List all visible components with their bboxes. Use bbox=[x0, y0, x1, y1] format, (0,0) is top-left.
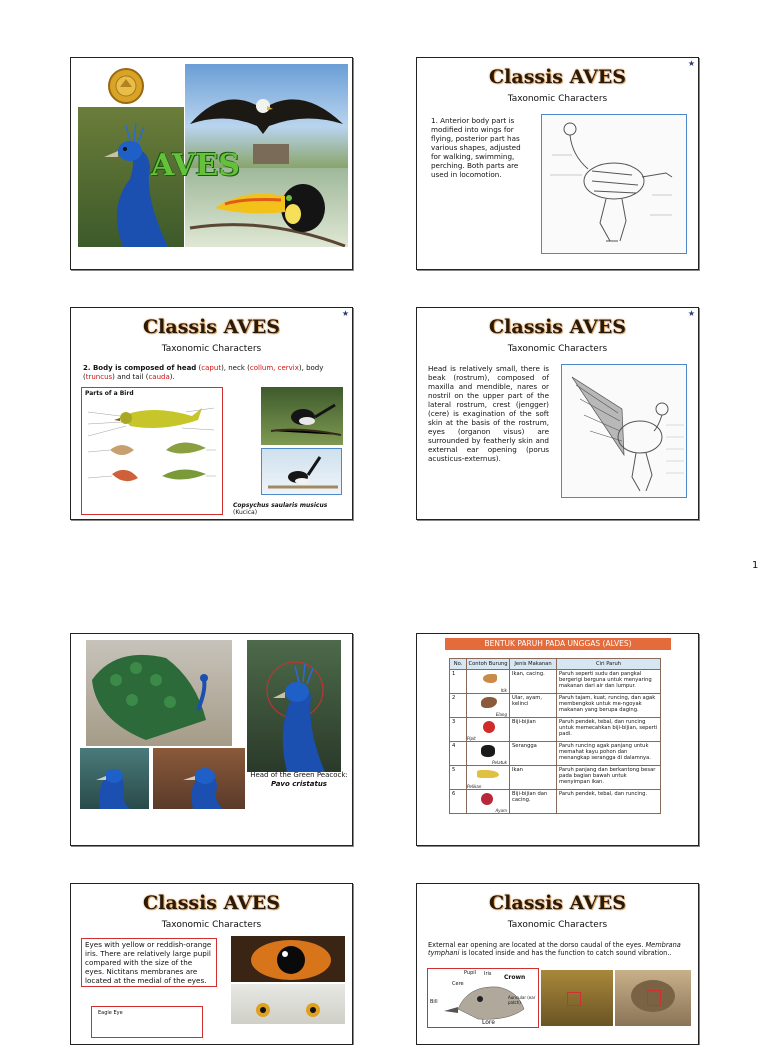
bird-caption: Copsychus saularis musicus (Kucica) bbox=[233, 502, 328, 516]
label-iris: Iris bbox=[484, 971, 492, 977]
slide-2 bbox=[416, 57, 699, 270]
wing-skeleton-icon bbox=[562, 365, 686, 497]
star-icon: ★ bbox=[687, 309, 695, 318]
eagle-eyes-photo bbox=[231, 984, 345, 1024]
head-parts-diagram bbox=[427, 968, 539, 1028]
ear-opening-photo-1 bbox=[541, 970, 613, 1026]
peacock-profile-photo-2 bbox=[153, 748, 245, 809]
duck-beak-icon bbox=[483, 674, 497, 683]
head-description: Head is relatively small, there is beak (rostrum), composed of maxilla and mendible, nares or nostril on the upper part of the lateral rostrum, crest (jengger) (cere) is exagination of the soft skin at the basis of the rostrum, eyes (organon visus) are surrounded by featherly skin and external ear opening (porus acusticus-externus). bbox=[428, 364, 549, 463]
ear-description: External ear opening are located at the dorso caudal of the eyes. Membrana tymphani is located inside and has the function to catch sound vibration.. bbox=[428, 941, 681, 958]
magpie-robin-photo-2 bbox=[261, 448, 342, 495]
label-bill: Bill bbox=[430, 999, 438, 1005]
pelican-beak-icon bbox=[477, 770, 499, 778]
chart-title: Parts of a Bird bbox=[85, 390, 134, 397]
column-header: No. bbox=[450, 659, 467, 670]
page-number: 1 bbox=[752, 560, 759, 571]
peacock-caption: Head of the Green Peacock: Pavo cristatus bbox=[250, 771, 348, 788]
slide-1 bbox=[70, 57, 353, 270]
bird-anatomy-diagram bbox=[561, 364, 687, 498]
slide-subtitle: Taxonomic Characters bbox=[161, 920, 262, 930]
seal-logo bbox=[107, 67, 145, 105]
table-row: 5 Pelikan Ikan Paruh panjang dan berkantong besar pada bagian bawah untuk menyimpan ikan. bbox=[450, 766, 661, 790]
column-header: Contoh Burung bbox=[467, 659, 510, 670]
ear-opening-photo-2 bbox=[615, 970, 691, 1026]
eye-closeup-photo bbox=[231, 936, 345, 982]
wing-description: 1. Anterior body part is modified into wings for flying, posterior part has various shapes, adjusted for walking, swimming, perching. Both parts are used in locomotion. bbox=[431, 116, 521, 179]
table-row: 2 Elang Ular, ayam, kelinci Paruh tajam, kuat, runcing, dan agak membengkok untuk me-ngoyak makanan yang berupa daging. bbox=[450, 694, 661, 718]
sparrow-beak-icon bbox=[483, 721, 495, 733]
woodpecker-beak-icon bbox=[481, 745, 495, 757]
slide-subtitle: Taxonomic Characters bbox=[507, 344, 608, 354]
slide-5 bbox=[70, 633, 353, 846]
peacock-head-photo bbox=[247, 640, 341, 772]
eye-description: Eyes with yellow or reddish-orange iris. There are relatively large pupil compared with the size of the eyes. Nictitans membranes are located at the medial of the eyes. bbox=[81, 938, 217, 987]
label-cere: Cere bbox=[452, 981, 464, 987]
column-header: Jenis Makanan bbox=[510, 659, 557, 670]
body-parts-line: 2. Body is composed of head (caput), neck (collum, cervix), body (truncus) and tail (cauda). bbox=[83, 364, 324, 381]
column-header: Ciri Paruh bbox=[557, 659, 661, 670]
slide-subtitle: Taxonomic Characters bbox=[507, 94, 608, 104]
eagle-eye-box bbox=[91, 1006, 203, 1038]
label-lore: Lore bbox=[482, 1019, 495, 1026]
peacock-display-photo bbox=[86, 640, 232, 746]
table-row: 6 Ayam Biji-bijian dan cacing. Paruh pendek, tebal, dan runcing. bbox=[450, 790, 661, 814]
beak-table bbox=[449, 658, 661, 814]
star-icon: ★ bbox=[341, 309, 349, 318]
slide-title: Classis AVES bbox=[143, 316, 280, 338]
peacock-profile-photo-1 bbox=[80, 748, 149, 809]
slide-subtitle: Taxonomic Characters bbox=[161, 344, 262, 354]
slide-8 bbox=[416, 883, 699, 1045]
skeleton-icon bbox=[542, 115, 686, 253]
magpie-robin-photo-1 bbox=[261, 387, 343, 445]
slide-title: Classis AVES bbox=[489, 892, 626, 914]
aves-title: AVES bbox=[151, 148, 240, 183]
slide-subtitle: Taxonomic Characters bbox=[507, 920, 608, 930]
slide-title: Classis AVES bbox=[489, 66, 626, 88]
slide-6 bbox=[416, 633, 699, 846]
star-icon: ★ bbox=[687, 59, 695, 68]
slide-3 bbox=[70, 307, 353, 520]
eagle-eye-label: Eagle Eye bbox=[98, 1010, 123, 1016]
chicken-beak-icon bbox=[481, 793, 493, 805]
table-row: 1 Itik Ikan, cacing. Paruh seperti sudu dan pangkal bergerigi berguna untuk menyaring makanan dari air dan lumpur. bbox=[450, 670, 661, 694]
table-row: 4 Pelatuk Serangga Paruh runcing agak panjang untuk memahat kayu pohon dan menangkap serangga di dalamnya. bbox=[450, 742, 661, 766]
bird-parts-illustration bbox=[82, 388, 222, 514]
seal-icon bbox=[107, 67, 145, 105]
slide-4 bbox=[416, 307, 699, 520]
label-pupil: Pupil bbox=[464, 970, 477, 976]
parts-of-bird-chart bbox=[81, 387, 223, 515]
eagle-beak-icon bbox=[481, 697, 497, 708]
slide-7 bbox=[70, 883, 353, 1045]
bird-skeleton-diagram bbox=[541, 114, 687, 254]
label-auricular: Auricular (ear patch) bbox=[508, 995, 536, 1005]
table-header-banner: BENTUK PARUH PADA UNGGAS (ALVES) bbox=[445, 638, 671, 650]
table-row: 3 Pipit Biji-bijian Paruh pendek, tebal, dan runcing untuk memecahkan biji-bijian, seperti padi. bbox=[450, 718, 661, 742]
label-crown: Crown bbox=[504, 974, 526, 981]
slide-title: Classis AVES bbox=[143, 892, 280, 914]
slide-title: Classis AVES bbox=[489, 316, 626, 338]
